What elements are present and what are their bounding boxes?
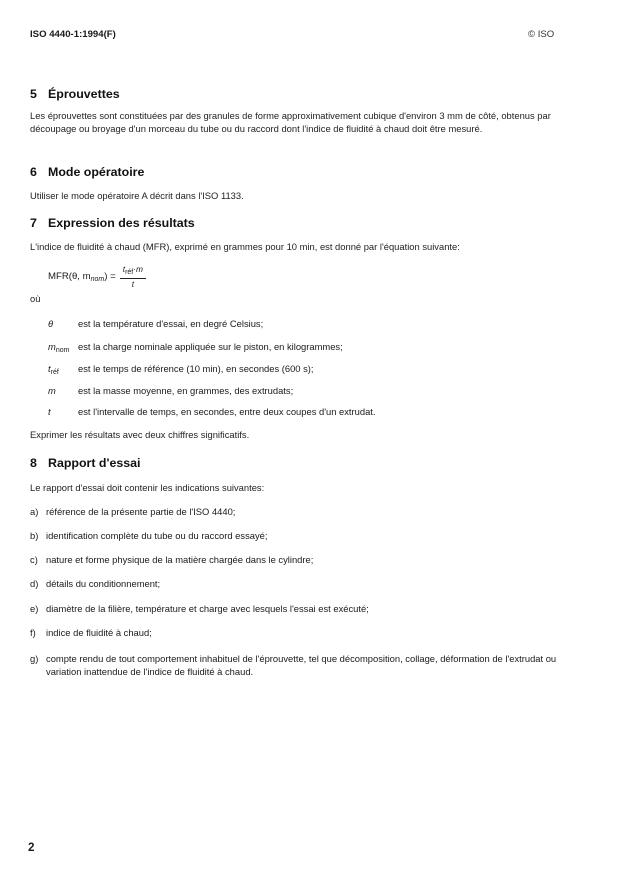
equation-fraction <box>120 264 146 291</box>
item-text: diamètre de la filière, température et charge avec lesquels l'essai est exécuté; <box>46 603 369 614</box>
section-title: Éprouvettes <box>48 87 120 101</box>
section-8-heading <box>30 455 140 472</box>
definition-symbol: $m_{nom}$ <box>48 341 70 354</box>
item-label: a) <box>30 506 39 517</box>
section-number: 6 <box>30 165 37 179</box>
definition-text: est la masse moyenne, en grammes, des extrudats; <box>78 385 294 396</box>
section-title: Mode opératoire <box>48 165 145 179</box>
section-6-heading <box>30 164 144 181</box>
report-item <box>30 578 570 591</box>
section-title: Expression des résultats <box>48 216 195 230</box>
report-item <box>30 530 570 543</box>
definition-text: est la température d'essai, en degré Celsius; <box>78 318 264 329</box>
item-text: compte rendu de tout comportement inhabituel de l'éprouvette, tel que décomposition, collage, déformation de l'extrudat ou variation inattendue de l'indice de fluidité à chaud. <box>46 653 557 677</box>
report-item <box>30 506 570 519</box>
definition-text: est la charge nominale appliquée sur le piston, en kilogrammes; <box>78 341 343 352</box>
definition-symbol: $t_{réf}$ <box>48 363 59 376</box>
report-item <box>30 554 570 567</box>
item-text: détails du conditionnement; <box>46 578 161 589</box>
section-6-text: Utiliser le mode opératoire A décrit dans l'ISO 1133. <box>30 190 244 201</box>
mfr-equation <box>48 264 146 291</box>
report-item <box>30 627 570 640</box>
definition-text: est le temps de référence (10 min), en secondes (600 s); <box>78 363 314 374</box>
item-text: indice de fluidité à chaud; <box>46 627 152 638</box>
fraction-denominator: t <box>131 279 135 290</box>
definition-m-nom <box>48 341 343 355</box>
equation-lhs: MFR(θ, $m_{nom}$) = <box>48 270 116 283</box>
definition-m <box>48 385 293 399</box>
item-label: g) <box>30 653 39 664</box>
definition-symbol: θ <box>48 318 54 329</box>
definition-symbol: t <box>48 406 51 417</box>
report-item <box>30 603 570 616</box>
section-number: 7 <box>30 216 37 230</box>
item-text: nature et forme physique de la matière chargée dans le cylindre; <box>46 554 314 565</box>
item-label: b) <box>30 530 39 541</box>
item-label: d) <box>30 578 39 589</box>
definition-t <box>48 406 376 420</box>
section-title: Rapport d'essai <box>48 456 141 470</box>
section-7-heading <box>30 215 195 232</box>
definition-text: est l'intervalle de temps, en secondes, entre deux coupes d'un extrudat. <box>78 406 376 417</box>
section-5-heading <box>30 86 120 103</box>
item-label: c) <box>30 554 38 565</box>
document-reference: ISO 4440-1:1994(F) <box>30 29 116 40</box>
definition-theta <box>48 318 263 332</box>
report-item <box>30 653 570 678</box>
section-number: 8 <box>30 456 37 470</box>
section-number: 5 <box>30 87 37 101</box>
definition-t-ref <box>48 363 314 377</box>
copyright-notice: © ISO <box>528 29 555 40</box>
item-text: identification complète du tube ou du raccord essayé; <box>46 530 268 541</box>
item-label: f) <box>30 627 36 638</box>
section-7-conclusion: Exprimer les résultats avec deux chiffres significatifs. <box>30 429 250 440</box>
section-8-intro: Le rapport d'essai doit contenir les indications suivantes: <box>30 482 265 493</box>
section-7-intro: L'indice de fluidité à chaud (MFR), exprimé en grammes pour 10 min, est donné par l'équation suivante: <box>30 241 460 252</box>
definition-symbol: m <box>48 385 56 396</box>
page-number: 2 <box>28 841 35 854</box>
item-label: e) <box>30 603 39 614</box>
fraction-numerator: $t_{réf}\cdot m$ <box>120 264 146 279</box>
item-text: référence de la présente partie de l'ISO 4440; <box>46 506 236 517</box>
where-label: où <box>30 293 41 304</box>
section-5-text: Les éprouvettes sont constituées par des granules de forme approximativement cubique d'environ 3 mm de côté, obtenus par découpage ou broyage d'un morceau du tube ou du raccord dont l'indice de fluidité à chaud doit être mesuré. <box>30 110 551 134</box>
